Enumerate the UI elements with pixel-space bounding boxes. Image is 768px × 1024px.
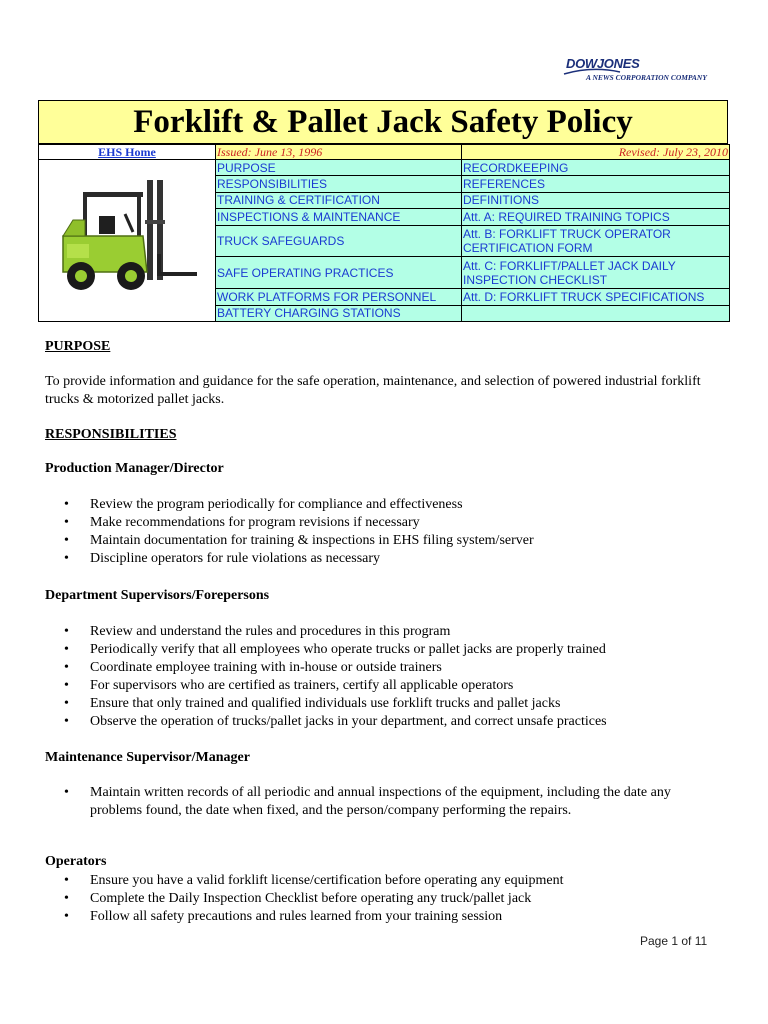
list-item: • Discipline operators for rule violations as necessary: [45, 550, 735, 568]
nav-link-safe-operating[interactable]: SAFE OPERATING PRACTICES: [216, 257, 462, 289]
nav-link-att-a[interactable]: Att. A: REQUIRED TRAINING TOPICS: [462, 209, 730, 225]
forklift-icon: [39, 160, 214, 318]
list-item: • Ensure you have a valid forklift license/certification before operating any equipment: [45, 872, 735, 890]
list-item: • Follow all safety precautions and rules learned from your training session: [45, 908, 735, 926]
nav-empty-cell: [462, 305, 730, 321]
forklift-image: [39, 160, 216, 322]
navigation-table: [38, 144, 730, 322]
list-item: • Review the program periodically for compliance and effectiveness: [45, 496, 735, 514]
list-item: • Periodically verify that all employees who operate trucks or pallet jacks are properly trained: [45, 641, 735, 659]
nav-link-definitions[interactable]: DEFINITIONS: [462, 192, 730, 208]
production-list: [45, 496, 735, 568]
list-item: • Make recommendations for program revisions if necessary: [45, 514, 735, 532]
operators-list: [45, 872, 735, 926]
nav-link-references[interactable]: REFERENCES: [462, 176, 730, 192]
operators-heading: Operators: [45, 854, 107, 869]
logo-wordmark: DOWJONES: [566, 56, 640, 71]
nav-link-work-platforms[interactable]: WORK PLATFORMS FOR PERSONNEL: [216, 289, 462, 305]
responsibilities-heading: RESPONSIBILITIES: [45, 427, 177, 442]
list-item: • For supervisors who are certified as trainers, certify all applicable operators: [45, 677, 735, 695]
purpose-text: To provide information and guidance for the safe operation, maintenance, and selection of powered industrial forklift trucks & motorized pallet jacks.: [45, 374, 701, 407]
list-item: • Maintain written records of all periodic and annual inspections of the equipment, including the date any problems found, the date when fixed, and the person/company performing the repairs.: [45, 784, 725, 820]
nav-link-training[interactable]: TRAINING & CERTIFICATION: [216, 192, 462, 208]
company-logo: [562, 56, 732, 88]
list-item: • Ensure that only trained and qualified individuals use forklift trucks and pallet jacks: [45, 695, 735, 713]
nav-link-att-d[interactable]: Att. D: FORKLIFT TRUCK SPECIFICATIONS: [462, 289, 730, 305]
nav-link-battery-charging[interactable]: BATTERY CHARGING STATIONS: [216, 305, 462, 321]
nav-link-purpose[interactable]: PURPOSE: [216, 160, 462, 176]
nav-link-inspections[interactable]: INSPECTIONS & MAINTENANCE: [216, 209, 462, 225]
issued-date: Issued: June 13, 1996: [216, 145, 462, 160]
supervisors-heading: Department Supervisors/Forepersons: [45, 588, 270, 603]
document-title: Forklift & Pallet Jack Safety Policy: [38, 100, 728, 144]
ehs-home-link[interactable]: EHS Home: [39, 145, 216, 160]
revised-date: Revised: July 23, 2010: [462, 145, 730, 160]
logo-tagline: A NEWS CORPORATION COMPANY: [586, 73, 707, 82]
list-item: • Review and understand the rules and procedures in this program: [45, 623, 735, 641]
maintenance-heading: Maintenance Supervisor/Manager: [45, 750, 250, 765]
list-item: • Observe the operation of trucks/pallet jacks in your department, and correct unsafe practices: [45, 713, 735, 731]
list-item: • Complete the Daily Inspection Checklist before operating any truck/pallet jack: [45, 890, 735, 908]
production-heading: Production Manager/Director: [45, 461, 224, 476]
supervisors-list: [45, 623, 735, 731]
nav-link-att-b[interactable]: Att. B: FORKLIFT TRUCK OPERATOR CERTIFICATION FORM: [462, 225, 730, 257]
list-item: • Coordinate employee training with in-house or outside trainers: [45, 659, 735, 677]
purpose-heading: PURPOSE: [45, 339, 111, 354]
nav-link-responsibilities[interactable]: RESPONSIBILITIES: [216, 176, 462, 192]
nav-link-recordkeeping[interactable]: RECORDKEEPING: [462, 160, 730, 176]
nav-link-att-c[interactable]: Att. C: FORKLIFT/PALLET JACK DAILY INSPECTION CHECKLIST: [462, 257, 730, 289]
nav-link-truck-safeguards[interactable]: TRUCK SAFEGUARDS: [216, 225, 462, 257]
maintenance-list: [45, 784, 725, 820]
list-item: • Maintain documentation for training & inspections in EHS filing system/server: [45, 532, 735, 550]
page-number: Page 1 of 11: [640, 934, 708, 948]
